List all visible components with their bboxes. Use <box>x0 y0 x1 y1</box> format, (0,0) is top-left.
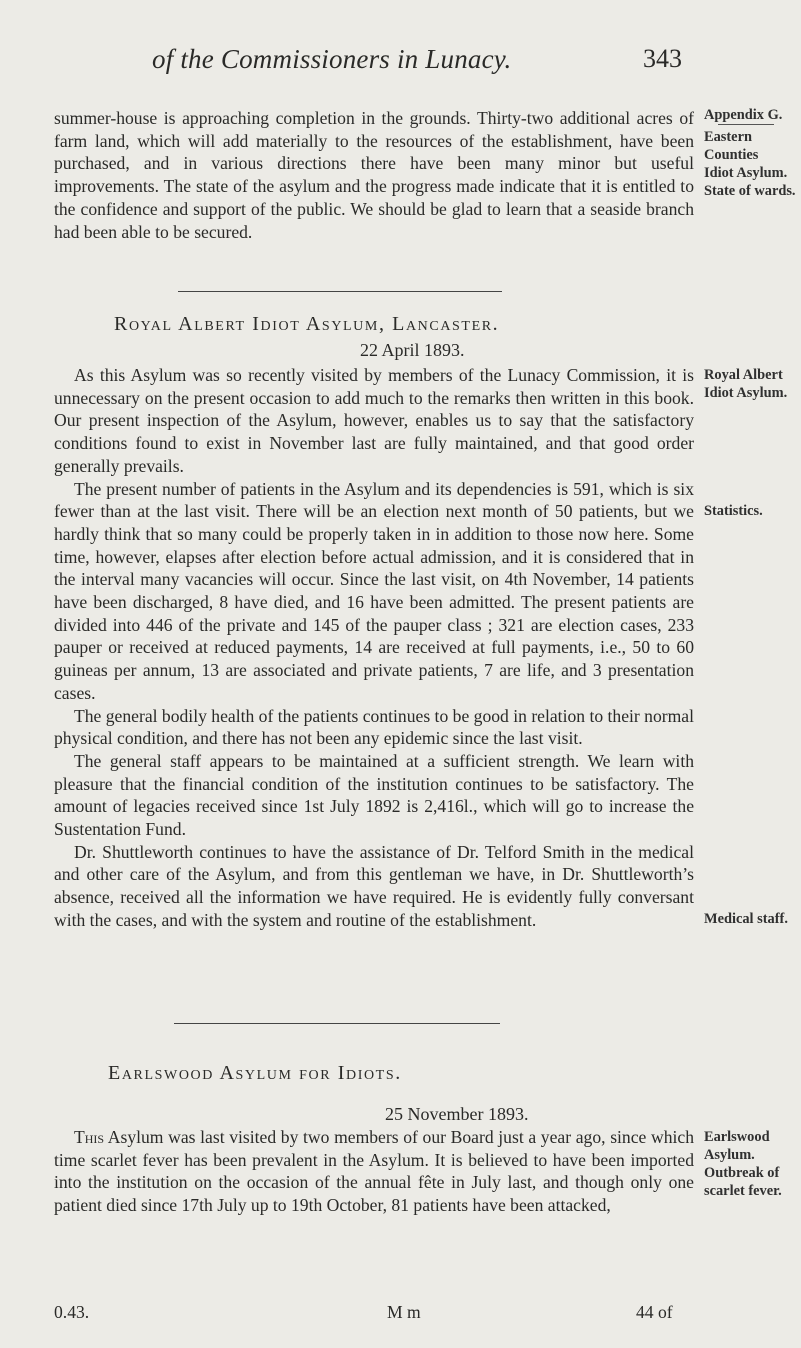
margin-note-royal-albert: Royal Albert Idiot Asylum. <box>704 367 788 401</box>
section-divider <box>174 1023 500 1024</box>
section-heading-royal-albert: Royal Albert Idiot Asylum, Lancaster. <box>114 313 500 335</box>
signature-mark: M m <box>387 1302 421 1322</box>
paragraph: Dr. Shuttleworth continues to have the assistance of Dr. Telford Smith in the medical and other care of the Asylum, and from this gentleman we have, in Dr. Shuttleworth’s absence, received all the information we have required. He is evidently fully conversant with the cases, and with the system and routine of the establishment. <box>54 841 694 930</box>
page-number: 343 <box>643 44 682 73</box>
running-header <box>0 44 801 80</box>
paragraph: The general bodily health of the patients continues to be good in relation to their normal physical condition, and there has not been any epidemic since the last visit. <box>54 705 695 749</box>
paragraph: As this Asylum was so recently visited by members of the Lunacy Commission, it is unnecessary on the present occasion to add much to the remarks then written in this book. Our present inspection of the Asylum, however, enables us to say that the satisfactory conditions found to exist in November last are fully maintained, and that good order generally prevails. <box>54 365 694 476</box>
paragraph <box>54 1126 694 1217</box>
catchword: 44 of <box>636 1302 673 1322</box>
margin-rule <box>718 124 774 125</box>
section-heading-earlswood: Earlswood Asylum for Idiots. <box>108 1062 402 1084</box>
paragraph: The general staff appears to be maintained at a sufficient strength. We learn with pleasure that the financial condition of the institution continues to be satisfactory. The amount of legacies received since 1st July 1892 is 2,416l., which will go to increase the Sustentation Fund. <box>54 750 694 840</box>
section-divider <box>178 291 502 292</box>
section-earlswood <box>54 1126 694 1217</box>
paragraph-text: Asylum was last visited by two members of our Board just a year ago, since which time scarlet fever has been prevalent in the Asylum. It is believed to have been imported into the institution on the occasion of the annual fête in July last, and though only one patient died since 17th July up to 19th October, 81 patients have been attacked, <box>54 1127 694 1216</box>
print-signature-left: 0.43. <box>54 1302 90 1322</box>
visit-date-royal-albert: 22 April 1893. <box>360 340 465 360</box>
lead-word: This <box>74 1127 105 1147</box>
margin-note-statistics: Statistics. <box>704 503 763 519</box>
section-royal-albert <box>54 364 694 932</box>
margin-note-eastern-counties: Eastern Counties Idiot Asylum. State of wards. <box>704 129 796 199</box>
margin-note-earlswood: Earlswood Asylum. Outbreak of scarlet fever. <box>704 1129 782 1199</box>
visit-date-earlswood: 25 November 1893. <box>385 1104 529 1124</box>
section-continuation <box>54 107 694 243</box>
paragraph: The present number of patients in the Asylum and its dependencies is 591, which is six fewer than at the last visit. There will be an election next month of 50 patients, but we hardly think that so many could be properly taken in in addition to those now here. Some time, however, elapses after election before actual admission, and it is considered that in the interval many vacancies will occur. Since the last visit, on 4th November, 14 patients have been discharged, 8 have died, and 16 have been admitted. The present patients are divided into 446 of the private and 145 of the pauper class ; 321 are election cases, 233 pauper or received at reduced payments, 14 are received at full payments, i.e., 50 to 60 guineas per annum, 13 are associated and private patients, 7 are life, and 3 presentation cases. <box>54 478 694 703</box>
paragraph: summer-house is approaching completion in the grounds. Thirty-two additional acres of farm land, which will add materially to the resources of the establishment, have been purchased, and in various directions there have been many minor but useful improvements. The state of the asylum and the progress made indicate that it is entitled to the confidence and support of the public. We should be glad to learn that a seaside branch had been able to be secured. <box>54 108 694 242</box>
margin-note-medical-staff: Medical staff. <box>704 911 788 927</box>
margin-note-appendix: Appendix G. <box>704 107 783 123</box>
running-title: of the Commissioners in Lunacy. <box>152 44 512 74</box>
